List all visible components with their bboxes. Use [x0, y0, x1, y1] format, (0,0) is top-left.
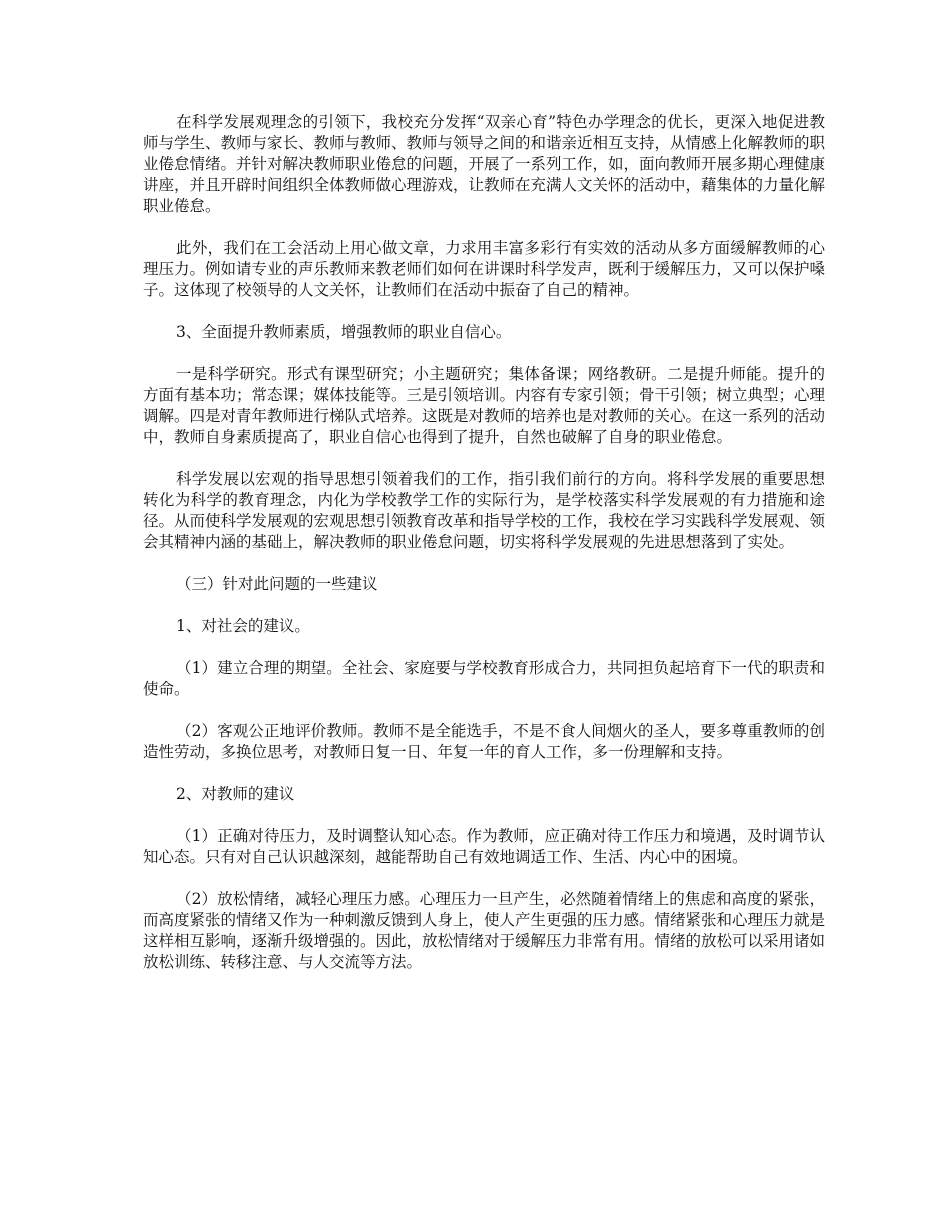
paragraph: （1）建立合理的期望。全社会、家庭要与学校教育形成合力，共同担负起培育下一代的职责和使命。 [143, 659, 825, 698]
paragraph: （2）客观公正地评价教师。教师不是全能选手，不是不食人间烟火的圣人，要多尊重教师的创造性劳动，多换位思考，对教师日复一日、年复一年的育人工作，多一份理解和支持。 [143, 722, 825, 761]
document-body [143, 112, 825, 994]
paragraph: 在科学发展观理念的引领下，我校充分发挥“双亲心育”特色办学理念的优长，更深入地促进教师与学生、教师与家长、教师与教师、教师与领导之间的和谐亲近相互支持，从情感上化解教师的职业倦怠情绪。并针对解决教师职业倦怠的问题，开展了一系列工作，如，面向教师开展多期心理健康讲座，并且开辟时间组织全体教师做心理游戏，让教师在充满人文关怀的活动中，藉集体的力量化解职业倦怠。 [143, 113, 826, 215]
section-heading: 1、对社会的建议。 [176, 617, 310, 635]
section-heading: 2、对教师的建议 [176, 785, 295, 803]
paragraph: 科学发展以宏观的指导思想引领着我们的工作，指引我们前行的方向。将科学发展的重要思想转化为科学的教育理念，内化为学校教学工作的实际行为，是学校落实科学发展观的有力措施和途径。从而使科学发展观的宏观思想引领教育改革和指导学校的工作，我校在学习实践科学发展观、领会其精神内涵的基础上，解决教师的职业倦怠问题，切实将科学发展观的先进思想落到了实处。 [143, 470, 826, 551]
section-heading: 3、全面提升教师素质，增强教师的职业自信心。 [176, 323, 512, 341]
paragraph: （1）正确对待压力，及时调整认知心态。作为教师，应正确对待工作压力和境遇，及时调节认知心态。只有对自己认识越深刻，越能帮助自己有效地调适工作、生活、内心中的困境。 [143, 827, 825, 866]
section-heading: （三）针对此问题的一些建议 [176, 575, 378, 593]
paragraph: 此外，我们在工会活动上用心做文章，力求用丰富多彩行有实效的活动从多方面缓解教师的心理压力。例如请专业的声乐教师来教老师们如何在讲课时科学发声，既利于缓解压力，又可以保护嗓子。这体现了校领导的人文关怀，让教师们在活动中振奋了自己的精神。 [143, 239, 826, 299]
paragraph: 一是科学研究。形式有课型研究；小主题研究；集体备课；网络教研。二是提升师能。提升的方面有基本功；常态课；媒体技能等。三是引领培训。内容有专家引领；骨干引领；树立典型；心理调解。四是对青年教师进行梯队式培养。这既是对教师的培养也是对教师的关心。在这一系列的活动中，教师自身素质提高了，职业自信心也得到了提升，自然也破解了自身的职业倦怠。 [143, 365, 826, 446]
paragraph: （2）放松情绪，减轻心理压力感。心理压力一旦产生，必然随着情绪上的焦虑和高度的紧张，而高度紧张的情绪又作为一种刺激反馈到人身上，使人产生更强的压力感。情绪紧张和心理压力就是这样相互影响，逐渐升级增强的。因此，放松情绪对于缓解压力非常有用。情绪的放松可以采用诸如放松训练、转移注意、与人交流等方法。 [143, 890, 826, 971]
